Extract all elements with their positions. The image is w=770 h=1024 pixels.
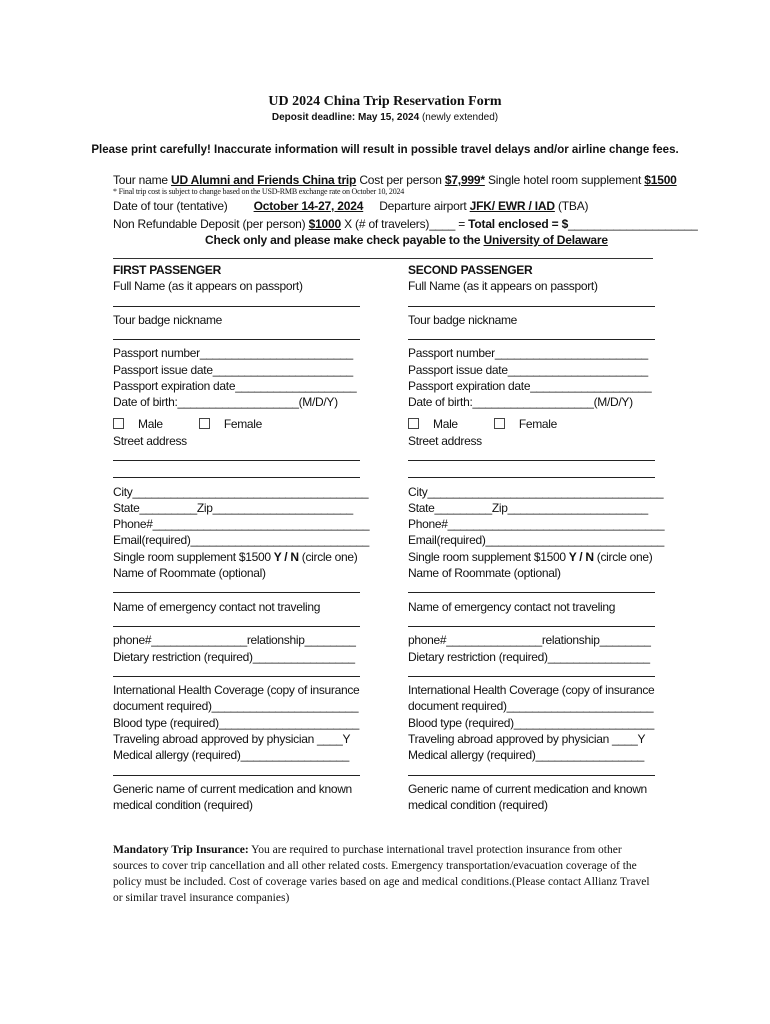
roommate-field[interactable] (113, 581, 360, 593)
check-payable-line (205, 233, 608, 247)
health-coverage-label: International Health Coverage (copy of insurance (408, 683, 655, 698)
deadline-label: Deposit deadline: May 15, 2024 (271, 112, 420, 123)
blood-type-field[interactable]: Blood type (required)______________________ (113, 715, 359, 730)
male-label: Male (138, 416, 163, 431)
city-field[interactable]: City_____________________________________ (408, 484, 664, 499)
airports-note: (TBA) (554, 199, 589, 213)
street-address-field-1[interactable] (408, 449, 655, 461)
street-address-field-2[interactable] (113, 466, 360, 478)
total-enclosed-label: Total enclosed = $ (468, 217, 569, 231)
health-coverage-field[interactable]: document required)_______________________ (408, 699, 654, 714)
email-field[interactable]: Email(required)____________________________ (113, 533, 369, 548)
cost-label: Cost per person (356, 173, 445, 187)
airports: JFK/ EWR / IAD (469, 199, 555, 213)
mandatory-insurance-note (113, 842, 653, 906)
female-checkbox[interactable] (199, 418, 210, 429)
dietary-restriction-field[interactable]: Dietary restriction (required)________________ (408, 649, 650, 664)
deadline-note: (newly extended) (421, 112, 499, 123)
phone-field[interactable]: Phone#__________________________________ (113, 517, 370, 532)
emergency-contact-field[interactable] (113, 615, 360, 627)
check-label: Check only and please make check payable to the (205, 233, 484, 247)
state-zip-field[interactable]: State_________Zip______________________ (113, 500, 353, 515)
check-payee: University of Delaware (483, 233, 608, 247)
deposit-deadline (0, 112, 770, 123)
emergency-phone-relationship-field[interactable]: phone#_______________relationship________ (408, 633, 651, 648)
single-room-label: Single room supplement $1500 (408, 549, 569, 564)
medical-allergy-field[interactable]: Medical allergy (required)_________________ (408, 748, 644, 763)
street-address-field-2[interactable] (408, 466, 655, 478)
airport-label: Departure airport (379, 199, 470, 213)
cost-value: $7,999* (444, 173, 485, 187)
male-checkbox[interactable] (408, 418, 419, 429)
street-address-field-1[interactable] (113, 449, 360, 461)
tour-dates: October 14-27, 2024 (253, 199, 364, 213)
medication-label: Generic name of current medication and known (408, 781, 647, 796)
deposit-value: $1000 (308, 217, 341, 231)
blood-type-field[interactable]: Blood type (required)______________________ (408, 715, 654, 730)
print-warning: Please print carefully! Inaccurate information will result in possible travel delays and/or airline change fees. (91, 144, 679, 156)
female-label: Female (223, 416, 263, 431)
email-field[interactable]: Email(required)____________________________ (408, 533, 664, 548)
supplement-label: Single hotel room supplement (484, 173, 645, 187)
full-name-label: Full Name (as it appears on passport) (408, 279, 598, 294)
full-name-field[interactable] (408, 295, 655, 307)
street-address-label: Street address (408, 433, 482, 448)
emergency-contact-field[interactable] (408, 615, 655, 627)
date-of-birth-field[interactable]: Date of birth:___________________(M/D/Y) (408, 395, 633, 410)
medication-label: Generic name of current medication and known (113, 781, 352, 796)
roommate-label: Name of Roommate (optional) (408, 566, 561, 581)
phone-field[interactable]: Phone#__________________________________ (408, 517, 665, 532)
travelers-field[interactable]: X (# of travelers)____ = (340, 217, 469, 231)
passport-expiration-field[interactable]: Passport expiration date___________________ (408, 379, 652, 394)
badge-nickname-label: Tour badge nickname (113, 312, 223, 327)
medical-allergy-field[interactable]: Medical allergy (required)_________________ (113, 748, 349, 763)
passport-number-field[interactable]: Passport number________________________ (408, 346, 648, 361)
passport-expiration-field[interactable]: Passport expiration date___________________ (113, 379, 357, 394)
male-checkbox[interactable] (113, 418, 124, 429)
city-field[interactable]: City_____________________________________ (113, 484, 369, 499)
form-title: UD 2024 China Trip Reservation Form (268, 94, 502, 109)
full-name-label: Full Name (as it appears on passport) (113, 279, 303, 294)
single-room-label: Single room supplement $1500 (113, 549, 274, 564)
medication-label-2: medical condition (required) (113, 798, 253, 813)
state-zip-field[interactable]: State_________Zip______________________ (408, 500, 648, 515)
health-coverage-label: International Health Coverage (copy of insurance (113, 683, 360, 698)
medical-allergy-field-2[interactable] (408, 764, 655, 776)
tour-name-label: Tour name (113, 173, 172, 187)
street-address-label: Street address (113, 433, 187, 448)
single-room-supplement[interactable] (113, 549, 373, 565)
total-enclosed-field[interactable]: ____________________ (568, 217, 698, 231)
badge-nickname-field[interactable] (113, 328, 360, 340)
tour-date-label: Date of tour (tentative) (113, 199, 228, 213)
female-label: Female (518, 416, 558, 431)
passenger-heading: SECOND PASSENGER (408, 263, 533, 277)
emergency-phone-relationship-field[interactable]: phone#_______________relationship________ (113, 633, 356, 648)
dietary-restriction-field-2[interactable] (408, 665, 655, 677)
tour-date-line (113, 199, 588, 213)
emergency-contact-label: Name of emergency contact not traveling (113, 599, 321, 614)
passenger-heading: FIRST PASSENGER (113, 263, 221, 277)
second-passenger-column (408, 262, 668, 814)
roommate-field[interactable] (408, 581, 655, 593)
insurance-label: Mandatory Trip Insurance: (113, 844, 249, 856)
gender-options (113, 411, 373, 433)
passport-issue-field[interactable]: Passport issue date______________________ (113, 362, 353, 377)
single-room-supplement[interactable] (408, 549, 668, 565)
passport-number-field[interactable]: Passport number________________________ (113, 346, 353, 361)
emergency-contact-label: Name of emergency contact not traveling (408, 599, 616, 614)
badge-nickname-label: Tour badge nickname (408, 312, 518, 327)
supplement-value: $1500 (644, 173, 677, 187)
insurance-text: You are required to purchase international travel protection insurance from other sources to cover trip cancellation and all other related costs. Emergency transportation/evacuation coverage of the policy must be included. Cost of coverage varies based on age and medical conditions.(Please contact Allianz Travel or similar travel insurance companies) (113, 844, 650, 904)
physician-approval-field[interactable]: Traveling abroad approved by physician ____Y (113, 732, 351, 747)
single-room-yn[interactable]: Y / N (273, 549, 299, 564)
deposit-label: Non Refundable Deposit (per person) (113, 217, 309, 231)
deposit-line (113, 217, 698, 231)
exchange-rate-footnote: * Final trip cost is subject to change based on the USD-RMB exchange rate on October 10, 2024 (113, 187, 405, 196)
passport-issue-field[interactable]: Passport issue date______________________ (408, 362, 648, 377)
date-of-birth-field[interactable]: Date of birth:___________________(M/D/Y) (113, 395, 338, 410)
tour-name-line (113, 173, 677, 187)
single-room-note: (circle one) (593, 549, 653, 564)
single-room-note: (circle one) (298, 549, 358, 564)
medical-allergy-field-2[interactable] (113, 764, 360, 776)
physician-approval-field[interactable]: Traveling abroad approved by physician ____Y (408, 732, 646, 747)
full-name-field[interactable] (113, 295, 360, 307)
female-checkbox[interactable] (494, 418, 505, 429)
medication-label-2: medical condition (required) (408, 798, 548, 813)
male-label: Male (433, 416, 458, 431)
roommate-label: Name of Roommate (optional) (113, 566, 266, 581)
tour-name-value: UD Alumni and Friends China trip (171, 173, 357, 187)
health-coverage-field[interactable]: document required)_______________________ (113, 699, 359, 714)
badge-nickname-field[interactable] (408, 328, 655, 340)
section-divider (113, 258, 653, 259)
dietary-restriction-field[interactable]: Dietary restriction (required)________________ (113, 649, 355, 664)
single-room-yn[interactable]: Y / N (568, 549, 594, 564)
first-passenger-column (113, 262, 373, 814)
dietary-restriction-field-2[interactable] (113, 665, 360, 677)
gender-options (408, 411, 668, 433)
